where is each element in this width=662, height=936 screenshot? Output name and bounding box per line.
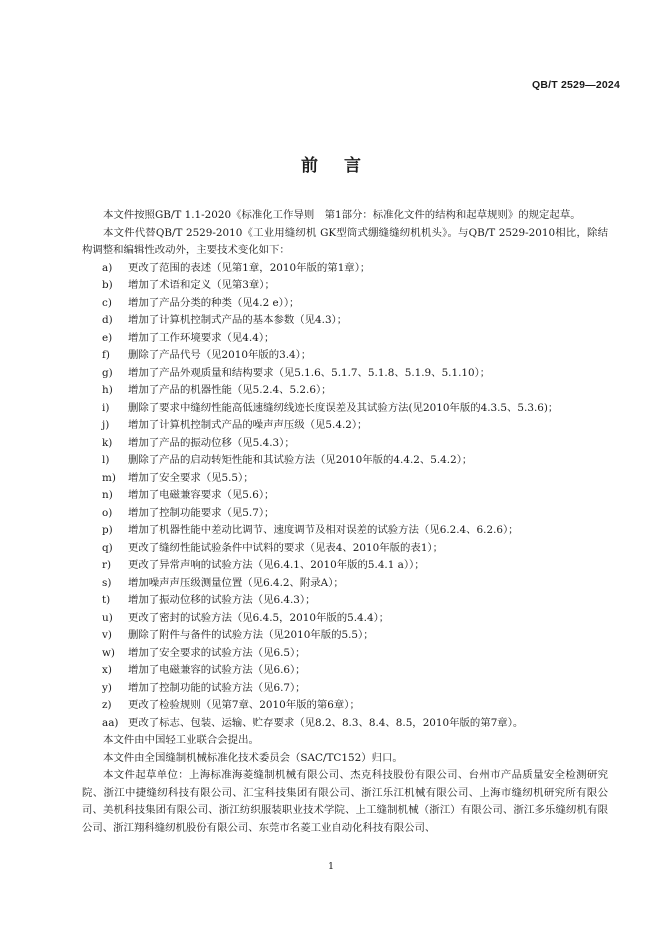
list-marker: a): [102, 261, 113, 274]
list-text: 增加了产品的机器性能（见5.2.4、5.2.6）；: [128, 384, 332, 396]
list-text: 增加了术语和定义（见第3章）；: [128, 279, 275, 291]
list-item: [82, 557, 608, 575]
list-marker: v): [102, 629, 112, 641]
list-marker: l): [102, 454, 110, 466]
list-item: [82, 452, 608, 470]
list-marker: w): [102, 646, 115, 659]
list-marker: x): [102, 664, 112, 676]
list-item: [82, 330, 608, 348]
list-text: 增加了电磁兼容的试验方法（见6.6）；: [128, 664, 306, 676]
list-marker: q): [102, 541, 113, 554]
list-text: 增加了工作环境要求（见4.4）；: [128, 331, 275, 344]
list-item: [82, 645, 608, 663]
list-item: [82, 435, 608, 453]
list-marker: g): [102, 366, 113, 379]
foreword-body: [82, 207, 608, 837]
list-marker: k): [102, 436, 113, 449]
list-text: 增加了机器性能中差动比调节、速度调节及相对误差的试验方法（见6.2.4、6.2.6）；: [128, 524, 519, 536]
list-text: 增加了安全要求的试验方法（见6.5）；: [128, 646, 306, 659]
list-item: [82, 575, 608, 593]
list-item: [82, 540, 608, 558]
change-list: [82, 260, 608, 733]
list-item: [82, 382, 608, 400]
list-text: 增加了电磁兼容要求（见5.6）；: [128, 489, 275, 501]
list-text: 增加了安全要求（见5.5）；: [128, 471, 254, 484]
list-item: [82, 365, 608, 383]
list-marker: s): [102, 576, 112, 589]
list-text: 增加了产品的振动位移（见5.4.3）；: [128, 436, 295, 449]
paragraph: 本文件由全国缝制机械标准化技术委员会（SAC/TC152）归口。: [103, 751, 403, 764]
list-item: [82, 697, 608, 715]
list-marker: t): [102, 594, 111, 606]
list-text: 更改了范围的表述（见第1章，2010年版的第1章）；: [128, 261, 371, 274]
list-text: 更改了标志、包装、运输、贮存要求（见8.2、8.3、8.4、8.5，2010年版的第7章）。: [128, 716, 524, 729]
list-item: [82, 522, 608, 540]
list-marker: d): [102, 314, 113, 326]
list-item: [82, 487, 608, 505]
list-marker: n): [102, 489, 113, 501]
list-marker: j): [102, 419, 110, 431]
list-text: 更改了密封的试验方法（见6.4.5，2010年版的5.4.4）；: [128, 611, 390, 624]
list-text: 增加了产品外观质量和结构要求（见5.1.6、5.1.7、5.1.8、5.1.9、5.1.10）；: [128, 366, 491, 379]
list-marker: z): [102, 699, 112, 711]
list-item: [82, 610, 608, 628]
page-title: 前言: [301, 156, 387, 176]
list-marker: b): [102, 279, 113, 291]
list-item: [82, 592, 608, 610]
list-text: 更改了缝纫性能试验条件中试料的要求（见表4、2010年版的表1）；: [128, 541, 444, 554]
list-item: [82, 680, 608, 698]
list-text: 增加噪声声压级测量位置（见6.4.2、附录A）；: [128, 576, 344, 589]
list-item: [82, 400, 608, 418]
list-item: [82, 470, 608, 488]
list-marker: aa): [102, 716, 119, 729]
list-text: 更改了检验规则（见第7章、2010年版的第6章）；: [128, 699, 360, 711]
page-number: 1: [327, 861, 335, 872]
list-text: 增加了控制功能的试验方法（见6.7）；: [128, 681, 306, 694]
paragraph: 本文件起草单位：上海标准海菱缝制机械有限公司、杰克科技股份有限公司、台州市产品质量安全检测研究院、浙江中捷缝纫科技有限公司、汇宝科技集团有限公司、浙江乐江机械有限公司、上海市缝纫机研究所有限公司、美机科技集团有限公司、浙江纺织服装职业技术学院、上工缝制机械（浙江）有限公司、浙江多乐缝纫机有限公司、浙江翔科缝纫机股份有限公司、东莞市名菱工业自动化科技有限公司、: [82, 769, 608, 834]
list-marker: i): [102, 401, 110, 414]
list-item: [82, 662, 608, 680]
list-text: 删除了附件与备件的试验方法（见2010年版的5.5）；: [128, 629, 374, 641]
list-text: 删除了产品的启动转矩性能和其试验方法（见2010年版的4.4.2、5.4.2）；: [128, 454, 473, 466]
list-marker: h): [102, 384, 113, 396]
list-item: [82, 295, 608, 313]
list-item: [82, 715, 608, 733]
list-text: 删除了要求中缝纫性能高低速缝纫线迹长度误差及其试验方法(见2010年版的4.3.5、5.3.6)；: [128, 401, 559, 414]
list-item: [82, 627, 608, 645]
list-text: 增加了产品分类的种类（见4.2 e））；: [128, 296, 300, 309]
paragraph: 本文件按照GB/T 1.1-2020《标准化工作导则 第1部分：标准化文件的结构和起草规则》的规定起草。: [103, 209, 581, 221]
list-item: [82, 260, 608, 278]
list-marker: y): [102, 681, 112, 694]
list-marker: e): [102, 331, 113, 344]
list-text: 增加了计算机控制式产品的基本参数（见4.3）；: [128, 314, 348, 326]
list-marker: c): [102, 296, 112, 309]
list-item: [82, 505, 608, 523]
list-marker: r): [102, 559, 112, 571]
list-text: 增加了计算机控制式产品的噪声声压级（见5.4.2）；: [128, 419, 368, 431]
paragraph: 本文件代替QB/T 2529-2010《工业用缝纫机 GK型筒式绷缝缝纫机机头》。与QB/T 2529-2010相比，除结构调整和编辑性改动外，主要技术变化如下：: [82, 226, 608, 256]
list-text: 删除了产品代号（见2010年版的3.4）；: [128, 349, 312, 361]
list-text: 增加了振动位移的试验方法（见6.4.3）；: [128, 594, 316, 606]
list-marker: u): [102, 611, 113, 624]
list-item: [82, 347, 608, 365]
list-item: [82, 312, 608, 330]
list-marker: o): [102, 506, 113, 519]
list-marker: f): [102, 349, 110, 361]
list-marker: p): [102, 524, 113, 536]
standard-code: QB/T 2529—2024: [531, 79, 620, 91]
list-item: [82, 277, 608, 295]
list-text: 更改了异常声响的试验方法（见6.4.1、2010年版的5.4.1 a））；: [128, 559, 425, 571]
list-item: [82, 417, 608, 435]
paragraph: 本文件由中国轻工业联合会提出。: [103, 734, 259, 746]
list-text: 增加了控制功能要求（见5.7）；: [128, 506, 275, 519]
list-marker: m): [102, 471, 116, 484]
